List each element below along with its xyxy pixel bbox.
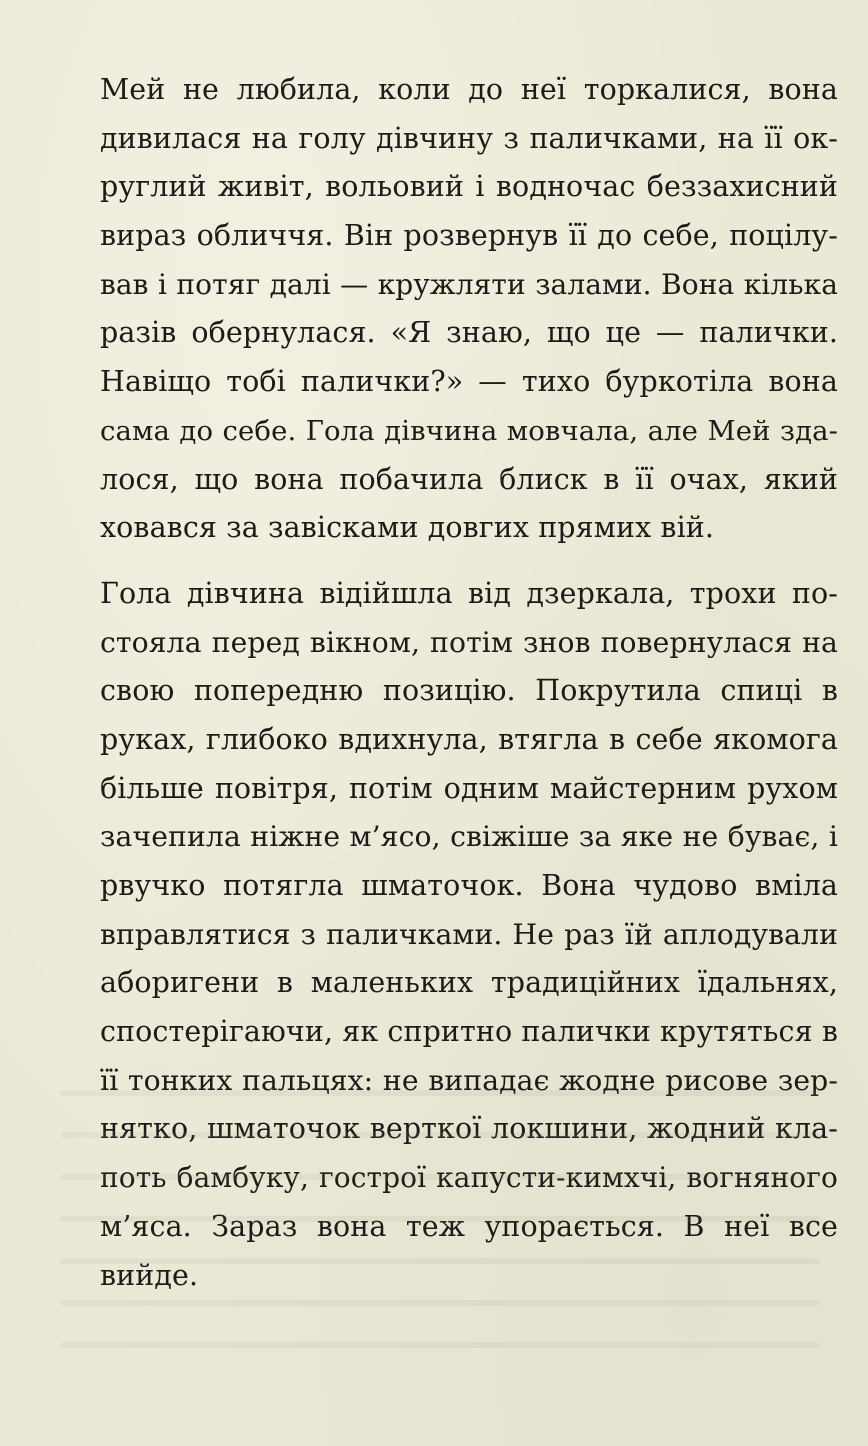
text-line: стояла перед вікном, потім знов повернулася на (100, 625, 838, 659)
show-through-line (60, 1342, 820, 1348)
text-line: її тонких пальцях: не випадає жодне рисове зер- (100, 1063, 838, 1097)
text-line: Мей не любила, коли до неї торкалися, вона (100, 73, 838, 106)
text-line: руках, глибоко вдихнула, втягла в себе якомога (100, 722, 838, 756)
show-through-line (60, 1132, 820, 1138)
paragraph-gap (100, 553, 838, 570)
text-line: разів обернулася. «Я знаю, що це — палички. (100, 316, 838, 350)
text-line: спостерігаючи, як спритно палички крутяться в (100, 1015, 838, 1049)
show-through-line (60, 1174, 820, 1180)
text-line: поть бамбуку, гострої капусти-кимхчі, вогняного (100, 1161, 838, 1195)
text-line: Гола дівчина відійшла від дзеркала, трохи по- (100, 576, 838, 610)
text-line: зачепила ніжне м’ясо, свіжіше за яке не буває, і (100, 820, 838, 854)
text-line: аборигени в маленьких традиційних їдальнях, (100, 966, 838, 1000)
text-line: вав і потяг далі — кружляти залами. Вона кілька (100, 267, 838, 301)
paper-show-through (60, 1090, 820, 1430)
show-through-line (60, 1258, 820, 1264)
text-line: лося, що вона побачила блиск в її очах, який (100, 462, 838, 496)
show-through-line (60, 1300, 820, 1306)
text-line: Навіщо тобі палички?» — тихо буркотіла вона (100, 365, 838, 399)
text-line: сама до себе. Гола дівчина мовчала, але Мей зда- (100, 414, 838, 447)
text-line: руглий живіт, вольовий і водночас беззахисний (100, 170, 838, 204)
text-line: ховався за завісками довгих прямих вій. (100, 511, 715, 545)
show-through-line (60, 1090, 820, 1096)
text-line: вправлятися з паличками. Не раз їй аплодували (100, 917, 838, 951)
text-line: більше повітря, потім одним майстерним рухом (100, 771, 838, 805)
paragraph-1 (100, 66, 838, 553)
text-line: рвучко потягла шматочок. Вона чудово вміла (100, 869, 838, 902)
text-line: м’яса. Зараз вона теж упорається. В неї все (100, 1209, 838, 1243)
text-line: дивилася на голу дівчину з паличками, на її ок- (100, 121, 838, 155)
text-line: вираз обличчя. Він розвернув її до себе, поцілу- (100, 219, 838, 253)
show-through-line (60, 1216, 820, 1222)
text-line: вийде. (100, 1258, 199, 1292)
text-line: свою попередню позицію. Покрутила спиці в (100, 674, 838, 708)
text-line: нятко, шматочок верткої локшини, жодний кла- (100, 1112, 838, 1146)
